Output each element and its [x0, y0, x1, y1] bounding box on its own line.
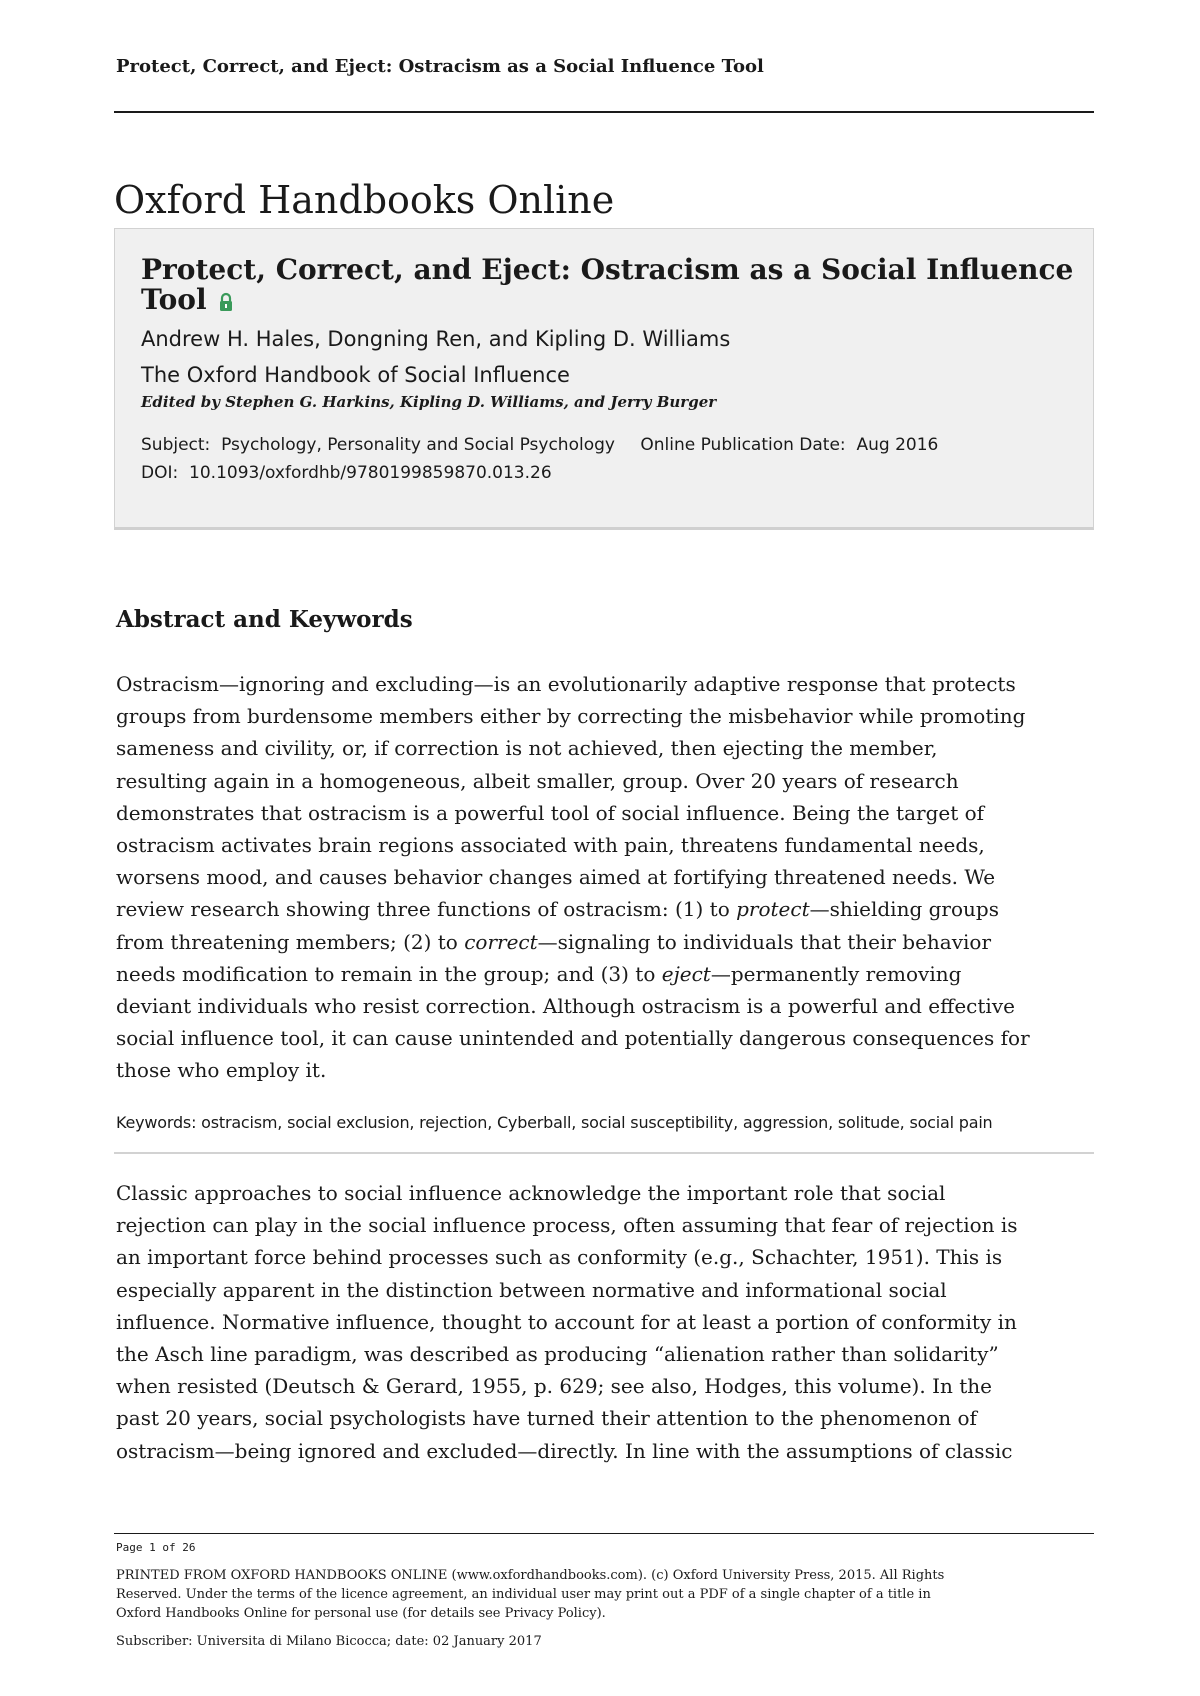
subject-value[interactable]: Psychology, Personality and Social Psychology — [221, 435, 615, 455]
keywords-divider — [114, 1152, 1094, 1154]
abstract-line — [116, 958, 1101, 990]
abstract-line: those who employ it. — [116, 1058, 327, 1083]
authors: Andrew H. Hales, Dongning Ren, and Kipling D. Williams — [141, 327, 731, 351]
pubdate-label: Online Publication Date: — [640, 435, 846, 455]
abstract-text-run: review research showing three functions of ostracism: (1) to — [116, 897, 737, 922]
chapter-title-line-2: Tool — [141, 283, 207, 316]
emphasis-protect: protect — [736, 897, 810, 922]
chapter-title-line-1: Protect, Correct, and Eject: Ostracism as a Social Influence — [141, 253, 1074, 286]
doi-label: DOI: — [141, 463, 179, 483]
abstract-line: sameness and civility, or, if correction is not achieved, then ejecting the member, — [116, 736, 938, 761]
body-line: especially apparent in the distinction between normative and informational social — [116, 1277, 947, 1302]
abstract-line: worsens mood, and causes behavior changes aimed at fortifying threatened needs. We — [116, 865, 996, 890]
abstract-line: resulting again in a homogeneous, albeit smaller, group. Over 20 years of research — [116, 768, 959, 793]
chapter-title — [141, 255, 1094, 318]
abstract-text-run: from threatening members; (2) to — [116, 929, 465, 954]
subject-pubdate-line — [141, 435, 938, 455]
doi-value[interactable]: 10.1093/oxfordhb/9780199859870.013.26 — [189, 463, 552, 483]
body-line: Classic approaches to social influence acknowledge the important role that social — [116, 1181, 946, 1205]
footer-line: PRINTED FROM OXFORD HANDBOOKS ONLINE (www.oxfordhandbooks.com). (c) Oxford University Press, 2015. All Rights — [116, 1568, 945, 1583]
footer-notice — [116, 1566, 1096, 1623]
emphasis-correct: correct — [464, 929, 538, 954]
emphasis-eject: eject — [661, 961, 711, 986]
subscriber-info: Subscriber: Universita di Milano Bicocca; date: 02 January 2017 — [116, 1634, 542, 1649]
abstract-line — [116, 926, 1101, 958]
chapter-title-line-2-wrap — [141, 285, 1094, 318]
body-line: rejection can play in the social influence process, often assuming that fear of rejection is — [116, 1213, 1018, 1238]
body-line: an important force behind processes such as conformity (e.g., Schachter, 1951). This is — [116, 1245, 1003, 1270]
brand-title: Oxford Handbooks Online — [114, 178, 615, 222]
footer-rule — [114, 1533, 1094, 1534]
footer-line: Reserved. Under the terms of the licence agreement, an individual user may print out a PDF of a single chapter of a title in — [116, 1587, 931, 1602]
book-title: The Oxford Handbook of Social Influence — [141, 363, 570, 387]
footer-line: Oxford Handbooks Online for personal use (for details see Privacy Policy). — [116, 1606, 606, 1621]
running-head: Protect, Correct, and Eject: Ostracism as a Social Influence Tool — [116, 56, 764, 77]
abstract-line — [116, 893, 1101, 925]
body-line: influence. Normative influence, thought to account for at least a portion of conformity in — [116, 1309, 1017, 1334]
abstract-line: ostracism activates brain regions associated with pain, threatens fundamental needs, — [116, 833, 985, 858]
abstract-text-run: —shielding groups — [809, 897, 999, 922]
abstract-line: groups from burdensome members either by correcting the misbehavior while promoting — [116, 704, 1026, 729]
subject-label: Subject: — [141, 435, 211, 455]
abstract-text-run: —permanently removing — [710, 961, 962, 986]
abstract-text-run: needs modification to remain in the group; and (3) to — [116, 961, 662, 986]
chapter-info-box — [114, 228, 1094, 530]
body-line: past 20 years, social psychologists have turned their attention to the phenomenon of — [116, 1406, 977, 1431]
abstract-heading: Abstract and Keywords — [116, 606, 413, 633]
header-rule — [114, 111, 1094, 113]
abstract-line: Ostracism—ignoring and excluding—is an evolutionarily adaptive response that protects — [116, 672, 1016, 696]
abstract-text — [116, 668, 1101, 1087]
page-number: Page 1 of 26 — [116, 1541, 196, 1554]
abstract-text-run: —signaling to individuals that their behavior — [537, 929, 992, 954]
abstract-line: social influence tool, it can cause unintended and potentially dangerous consequences for — [116, 1026, 1030, 1051]
lock-icon — [219, 288, 233, 318]
abstract-line: demonstrates that ostracism is a powerful tool of social influence. Being the target of — [116, 800, 985, 825]
body-line: ostracism—being ignored and excluded—directly. In line with the assumptions of classic — [116, 1438, 1013, 1463]
pubdate-value: Aug 2016 — [856, 435, 939, 455]
body-line: the Asch line paradigm, was described as producing “alienation rather than solidarity” — [116, 1342, 999, 1367]
editors: Edited by Stephen G. Harkins, Kipling D. Williams, and Jerry Burger — [141, 393, 717, 411]
doi-line — [141, 463, 552, 483]
body-line: when resisted (Deutsch & Gerard, 1955, p. 629; see also, Hodges, this volume). In the — [116, 1374, 992, 1399]
body-text — [116, 1177, 1101, 1467]
keywords: Keywords: ostracism, social exclusion, rejection, Cyberball, social susceptibility, aggression, solitude, social pain — [116, 1113, 993, 1132]
abstract-line: deviant individuals who resist correction. Although ostracism is a powerful and effective — [116, 994, 1015, 1019]
